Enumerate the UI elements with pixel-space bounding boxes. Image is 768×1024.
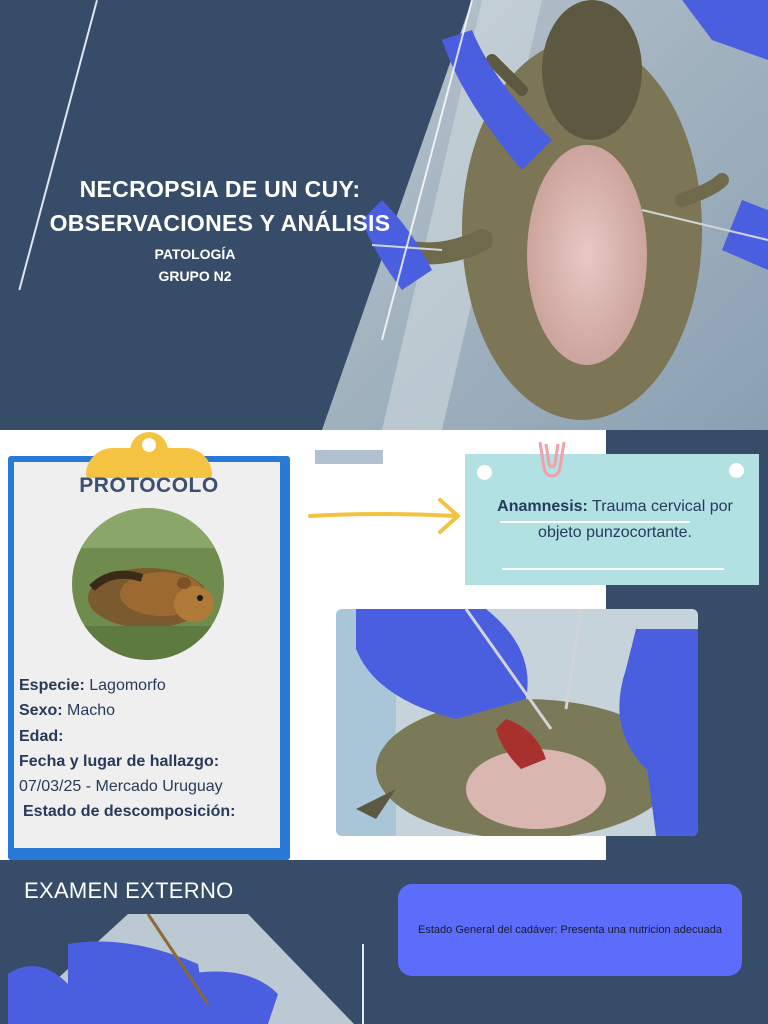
page-title: NECROPSIA DE UN CUY: OBSERVACIONES Y ANÁLISIS [49,176,391,236]
note-underline [502,568,724,570]
necropsy-photo-bottom [8,914,354,1024]
field-date-place-label: Fecha y lugar de hallazgo: [19,753,220,770]
protocol-title: PROTOCOLO [79,474,219,497]
decorative-bar [315,450,383,464]
general-status-box [398,884,742,976]
necropsy-photo-neck [336,609,698,836]
field-species: Especie: Lagomorfo [19,677,166,694]
pin-icon [729,463,744,478]
field-date-place-value: 07/03/25 - Mercado Uruguay [19,778,223,795]
general-status-text: Estado General del cadáver: Presenta una nutricion adecuada [418,924,722,936]
pin-icon [477,465,492,480]
field-decomposition: Estado de descomposición: [23,803,236,820]
arrow-right-icon [306,494,466,536]
guinea-pig-photo [72,508,224,660]
note-underline [500,521,690,523]
field-age: Edad: [19,728,64,745]
clipboard-clip-hole [142,438,156,452]
external-exam-title: EXAMEN EXTERNO [24,878,234,903]
anamnesis-text: Anamnesis: Trauma cervical por objeto punzocortante. [497,498,733,541]
page-subtitle: PATOLOGÍA GRUPO N2 [154,246,236,284]
paperclip-icon [534,440,570,480]
divider-line [362,944,364,1024]
field-sex: Sexo: Macho [19,702,116,719]
